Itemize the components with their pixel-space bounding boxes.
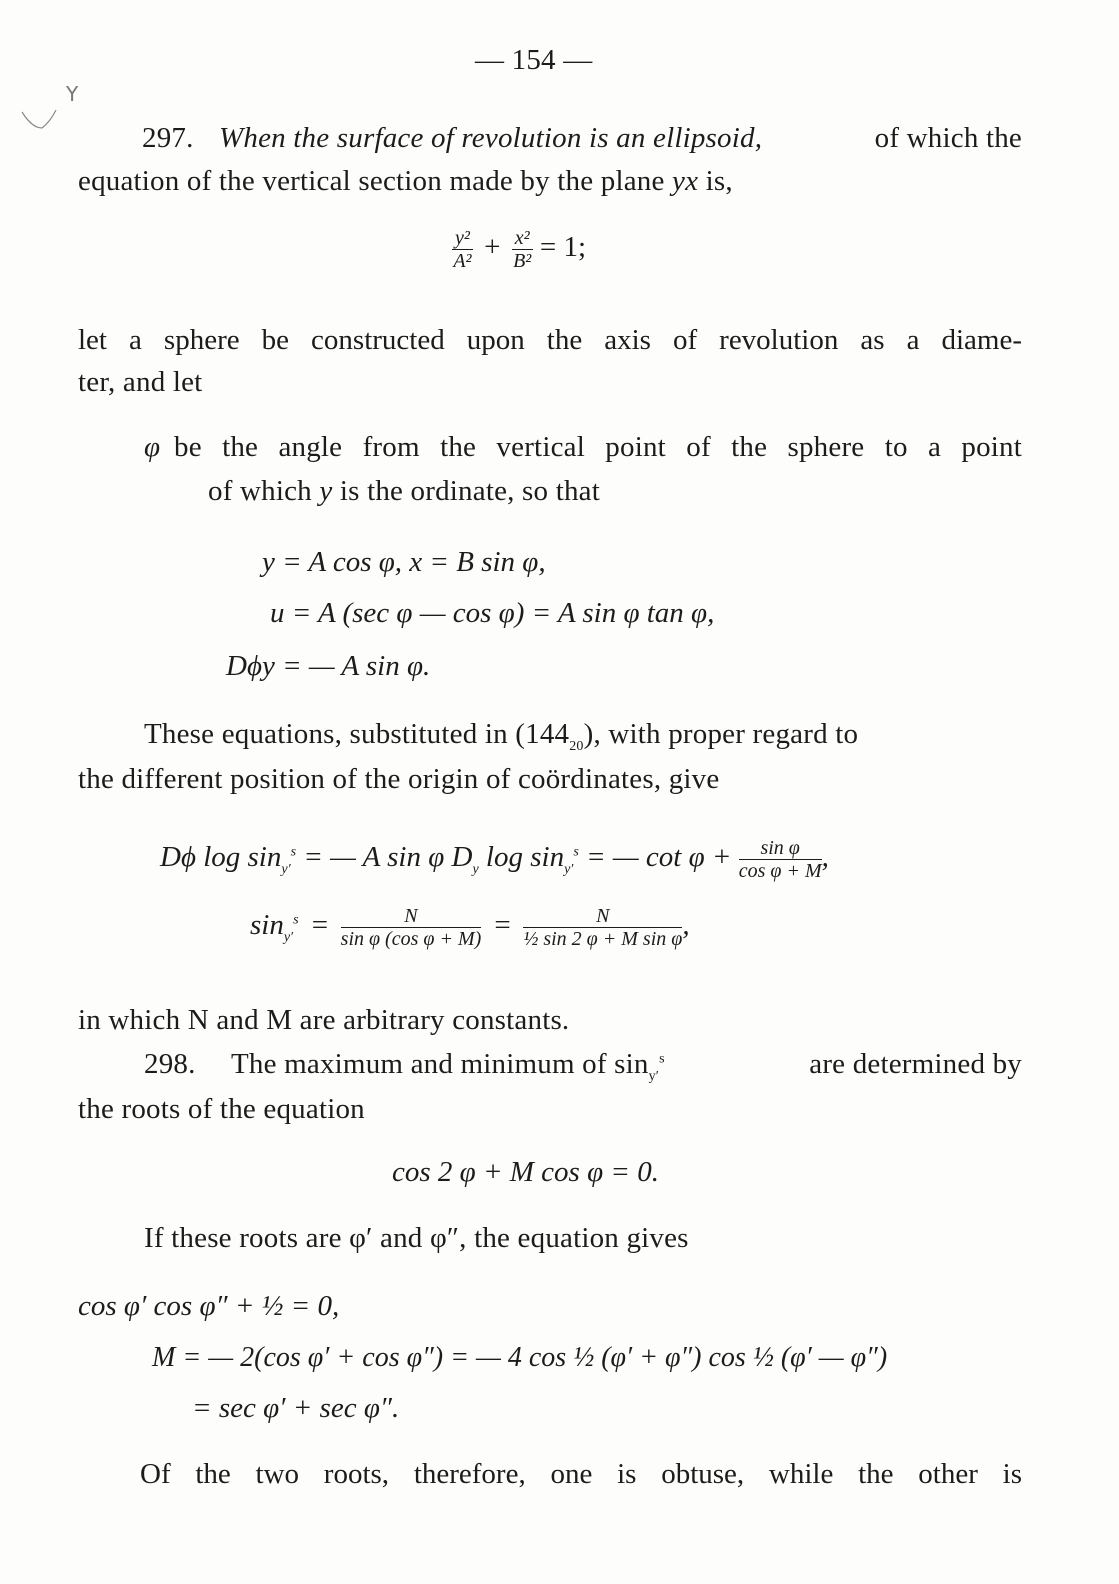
art297-line2-text: equation of the vertical section made by the plane (78, 165, 665, 197)
phi-symbol: φ (144, 431, 161, 463)
art297-line3: let a sphere be constructed upon the axis of revolution as a diame- (78, 324, 1022, 356)
art298-line4: Of the two roots, therefore, one is obtuse, while the other is (140, 1458, 1022, 1490)
equation-y-x: y = A cos φ, x = B sin φ, (262, 546, 546, 578)
art297-line4: ter, and let (78, 366, 203, 398)
art298-line1-b: are determined by (809, 1048, 1022, 1080)
phi-definition-line1-text: be the angle from the vertical point of the sphere to a point (174, 431, 1022, 463)
page-number: — 154 — (475, 44, 593, 76)
phi-line2-b: is the ordinate, so that (339, 475, 600, 507)
art297-line2-end: is, (705, 165, 733, 197)
margin-check-mark (20, 108, 60, 132)
equation-Dy: Dϕy = — A sin φ. (226, 650, 431, 682)
equation-dlog-sin: Dϕ $\log \sin_{y'}^s$ = — A sin φ $D_y$ $\log \sin_{y'}^s$ = — cot φ + $\frac{\text{sin φ}}{\text{cos φ + M}}$ , (160, 837, 829, 882)
eq5-lhs: sin (250, 909, 284, 942)
art297-line1 (142, 124, 1022, 153)
art297-line7: in which N and M are arbitrary constants. (78, 1004, 570, 1036)
equation-sin: $\sin_{y'}^s$ = $\frac{N}{\text{sin φ (cos φ + M)}}$ = $\frac{N}{\text{½ sin 2 φ + M sin φ}}$ , (250, 905, 690, 950)
art297-line6: the different position of the origin of coördinates, give (78, 763, 720, 795)
art297-line2-var: yx (672, 165, 699, 197)
art298-number: 298. (144, 1048, 196, 1080)
phi-line2-var: y (319, 475, 333, 507)
eq5-fraction1: $\frac{N}{\text{sin φ (cos φ + M)}}$ (340, 905, 482, 950)
art297-number: 297. (142, 122, 194, 154)
art298-line1: 298. The maximum and minimum of $\sin_{y'}^s$ are determined by (144, 1048, 1022, 1084)
art298-line2: the roots of the equation (78, 1093, 365, 1125)
phi-definition-line2 (208, 477, 600, 506)
art298-line3: If these roots are φ′ and φ″, the equation gives (144, 1222, 689, 1254)
fraction-y2-A2: $\frac{\text{y²}}{\text{A²}}$ (453, 227, 472, 272)
art297-line2 (78, 167, 733, 196)
eq4-mid: = — A sin φ D (303, 841, 473, 874)
equation-cos2phi: cos 2 φ + M cos φ = 0. (392, 1156, 659, 1188)
equation-cos-product: cos φ′ cos φ″ + ½ = 0, (78, 1290, 340, 1322)
art297-line5 (144, 718, 1022, 754)
eq4-mid2: log sin (485, 841, 565, 874)
ellipse-equation: $\frac{\text{y²}}{\text{A²}}$ + $\frac{\text{x²}}{\text{B²}}$ = 1; (453, 227, 587, 272)
phi-definition-line1 (144, 433, 1022, 462)
art297-italic-lead: When the surface of revolution is an ellipsoid, (219, 122, 763, 154)
eq4-lhs: Dϕ log sin (160, 841, 282, 874)
fraction-x2-B2: $\frac{\text{x²}}{\text{B²}}$ (513, 227, 532, 272)
phi-line2-a: of which (208, 475, 312, 507)
ellipse-equation-rhs: = 1; (539, 231, 587, 264)
art298-line1-a: The maximum and minimum of sin (231, 1048, 649, 1080)
eq4-fraction: $\frac{\text{sin φ}}{\text{cos φ + M}}$ (738, 837, 822, 882)
equation-sec: = sec φ′ + sec φ″. (192, 1392, 400, 1424)
line5-a: These equations, substituted in (144 (144, 718, 570, 750)
equation-M: M = — 2(cos φ′ + cos φ″) = — 4 cos ½ (φ′ + φ″) cos ½ (φ′ — φ″) (152, 1342, 888, 1373)
margin-pencil-mark: Y (66, 82, 79, 106)
eq5-fraction2: $\frac{N}{\text{½ sin 2 φ + M sin φ}}$ (523, 905, 683, 950)
eq4-rhs: = — cot φ + (586, 841, 732, 874)
line5-sub: 20 (569, 738, 584, 754)
line5-b: ), with proper regard to (583, 718, 859, 750)
art297-line1-rest: of which the (874, 122, 1022, 154)
equation-u: u = A (sec φ — cos φ) = A sin φ tan φ, (270, 597, 715, 629)
